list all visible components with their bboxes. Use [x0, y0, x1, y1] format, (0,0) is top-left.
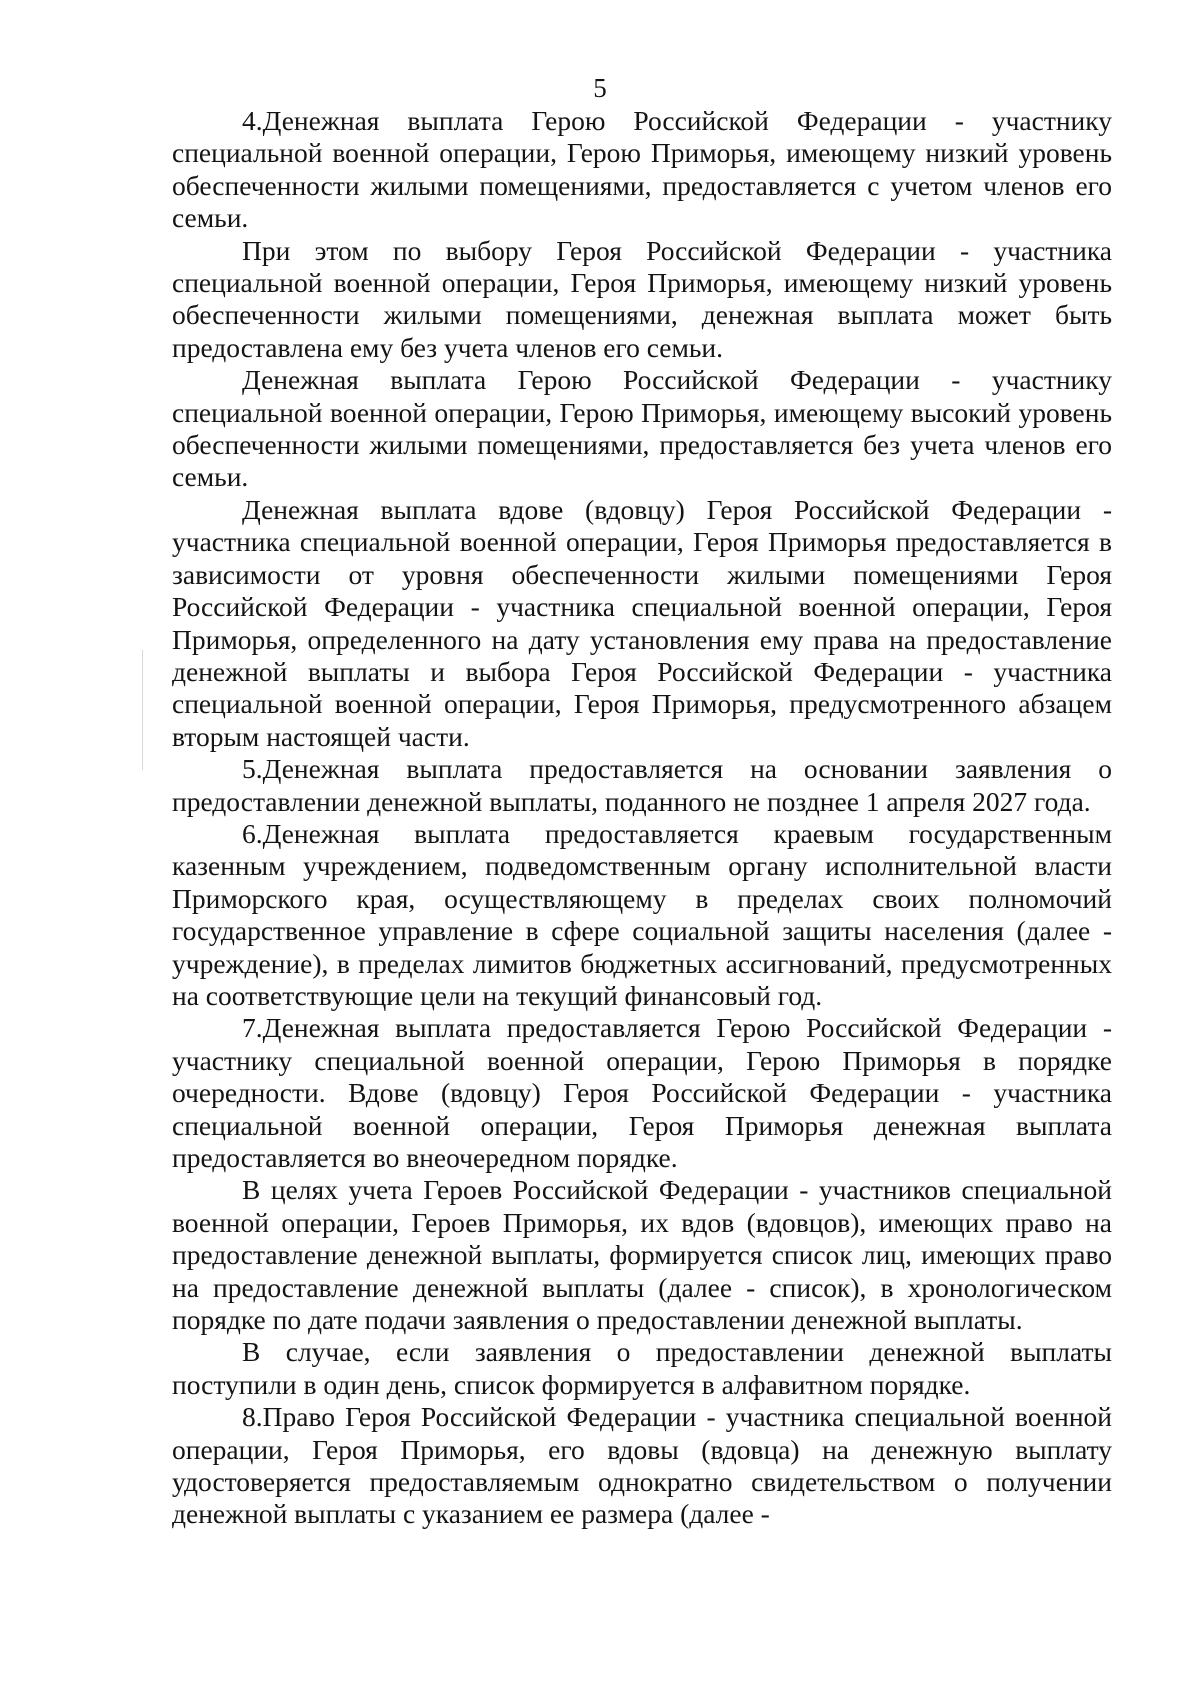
paragraph-7-same-day: В случае, если заявления о предоставлении денежной выплаты поступили в один день, список формируется в алфавитном порядке. — [172, 1336, 1112, 1400]
paragraph-4-choice: При этом по выбору Героя Российской Федерации - участника специальной военной операции, Героя Приморья, имеющему низкий уровень обеспеченности жилыми помещениями, денежная выплата может быть предоставлена ему без учета членов его семьи. — [172, 234, 1112, 363]
paragraph-8: 8.Право Героя Российской Федерации - участника специальной военной операции, Героя Приморья, его вдовы (вдовца) на денежную выплату удостоверяется предоставляемым однократно свидетельством о получении денежной выплаты с указанием ее размера (далее - — [172, 1401, 1112, 1530]
document-body — [172, 105, 1112, 1531]
paragraph-6: 6.Денежная выплата предоставляется краевым государственным казенным учреждением, подведомственным органу исполнительной власти Приморского края, осуществляющему в пределах своих полномочий государственное управление в сфере социальной защиты населения (далее - учреждение), в пределах лимитов бюджетных ассигнований, предусмотренных на соответствующие цели на текущий финансовый год. — [172, 817, 1112, 1011]
paragraph-7: 7.Денежная выплата предоставляется Герою Российской Федерации - участнику специальной военной операции, Герою Приморья в порядке очередности. Вдове (вдовцу) Героя Российской Федерации - участника специальной военной операции, Героя Приморья денежная выплата предоставляется во внеочередном порядке. — [172, 1012, 1112, 1173]
page-number: 5 — [593, 73, 607, 103]
scan-margin-mark — [142, 650, 143, 770]
paragraph-4-high-level: Денежная выплата Герою Российской Федерации - участнику специальной военной операции, Герою Приморья, имеющему высокий уровень обеспеченности жилыми помещениями, предоставляется без учета членов его семьи. — [172, 364, 1112, 493]
paragraph-4-intro: 4.Денежная выплата Герою Российской Федерации - участнику специальной военной операции, Герою Приморья, имеющему низкий уровень обеспеченности жилыми помещениями, предоставляется с учетом членов его семьи. — [172, 105, 1112, 234]
paragraph-7-list: В целях учета Героев Российской Федерации - участников специальной военной операции, Героев Приморья, их вдов (вдовцов), имеющих право на предоставление денежной выплаты, формируется список лиц, имеющих право на предоставление денежной выплаты (далее - список), в хронологическом порядке по дате подачи заявления о предоставлении денежной выплаты. — [172, 1174, 1112, 1336]
paragraph-5: 5.Денежная выплата предоставляется на основании заявления о предоставлении денежной выплаты, поданного не позднее 1 апреля 2027 года. — [172, 753, 1112, 817]
paragraph-4-widow: Денежная выплата вдове (вдовцу) Героя Российской Федерации - участника специальной военной операции, Героя Приморья предоставляется в зависимости от уровня обеспеченности жилыми помещениями Героя Российской Федерации - участника специальной военной операции, Героя Приморья, определенного на дату установления ему права на предоставление денежной выплаты и выбора Героя Российской Федерации - участника специальной военной операции, Героя Приморья, предусмотренного абзацем вторым настоящей части. — [172, 493, 1112, 752]
